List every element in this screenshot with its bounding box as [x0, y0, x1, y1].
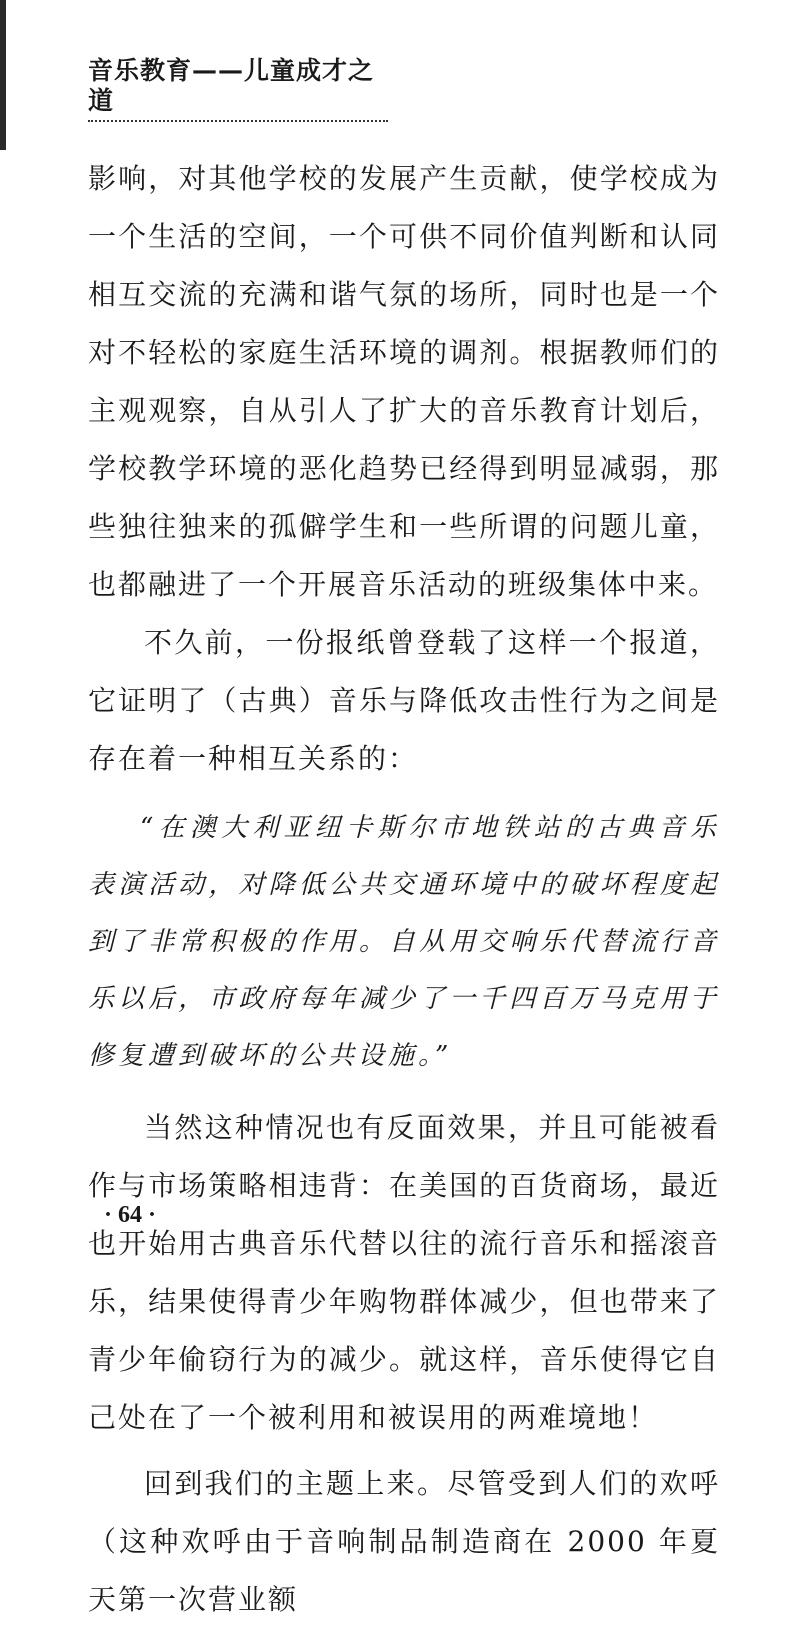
block-quote: “在澳大利亚纽卡斯尔市地铁站的古典音乐表演活动，对降低公共交通环境中的破坏程度起到了非常积极的作用。自从用交响乐代替流行音乐以后，市政府每年减少了一千四百万马克用于修复遭到破坏的公共设施。” — [88, 813, 720, 1071]
paragraph-1: 影响，对其他学校的发展产生贡献，使学校成为一个生活的空间，一个可供不同价值判断和认同相互交流的充满和谐气氛的场所，同时也是一个对不轻松的家庭生活环境的调剂。根据教师们的主观观察，自从引人了扩大的音乐教育计划后，学校教学环境的恶化趋势已经得到明显减弱，那些独往独来的孤僻学生和一些所谓的问题儿童，也都融进了一个开展音乐活动的班级集体中来。 — [88, 162, 720, 601]
page-edge-shadow — [0, 0, 6, 150]
paragraph-4: 回到我们的主题上来。尽管受到人们的欢呼（这种欢呼由于音响制品制造商在 2000 年夏天第一次营业额 — [88, 1467, 720, 1616]
running-head-title: 音乐教育——儿童成才之道 — [88, 56, 388, 122]
page-number: · 64 · — [104, 1202, 157, 1228]
paragraph-2: 不久前，一份报纸曾登载了这样一个报道，它证明了（古典）音乐与降低攻击性行为之间是存在着一种相互关系的： — [88, 626, 720, 775]
body-text — [88, 150, 720, 1629]
paragraph-3: 当然这种情况也有反面效果，并且可能被看作与市场策略相违背：在美国的百货商场，最近也开始用古典音乐代替以往的流行音乐和摇滚音乐，结果使得青少年购物群体减少，但也带来了青少年偷窃行为的减少。就这样，音乐使得它自己处在了一个被利用和被误用的两难境地！ — [88, 1111, 720, 1434]
